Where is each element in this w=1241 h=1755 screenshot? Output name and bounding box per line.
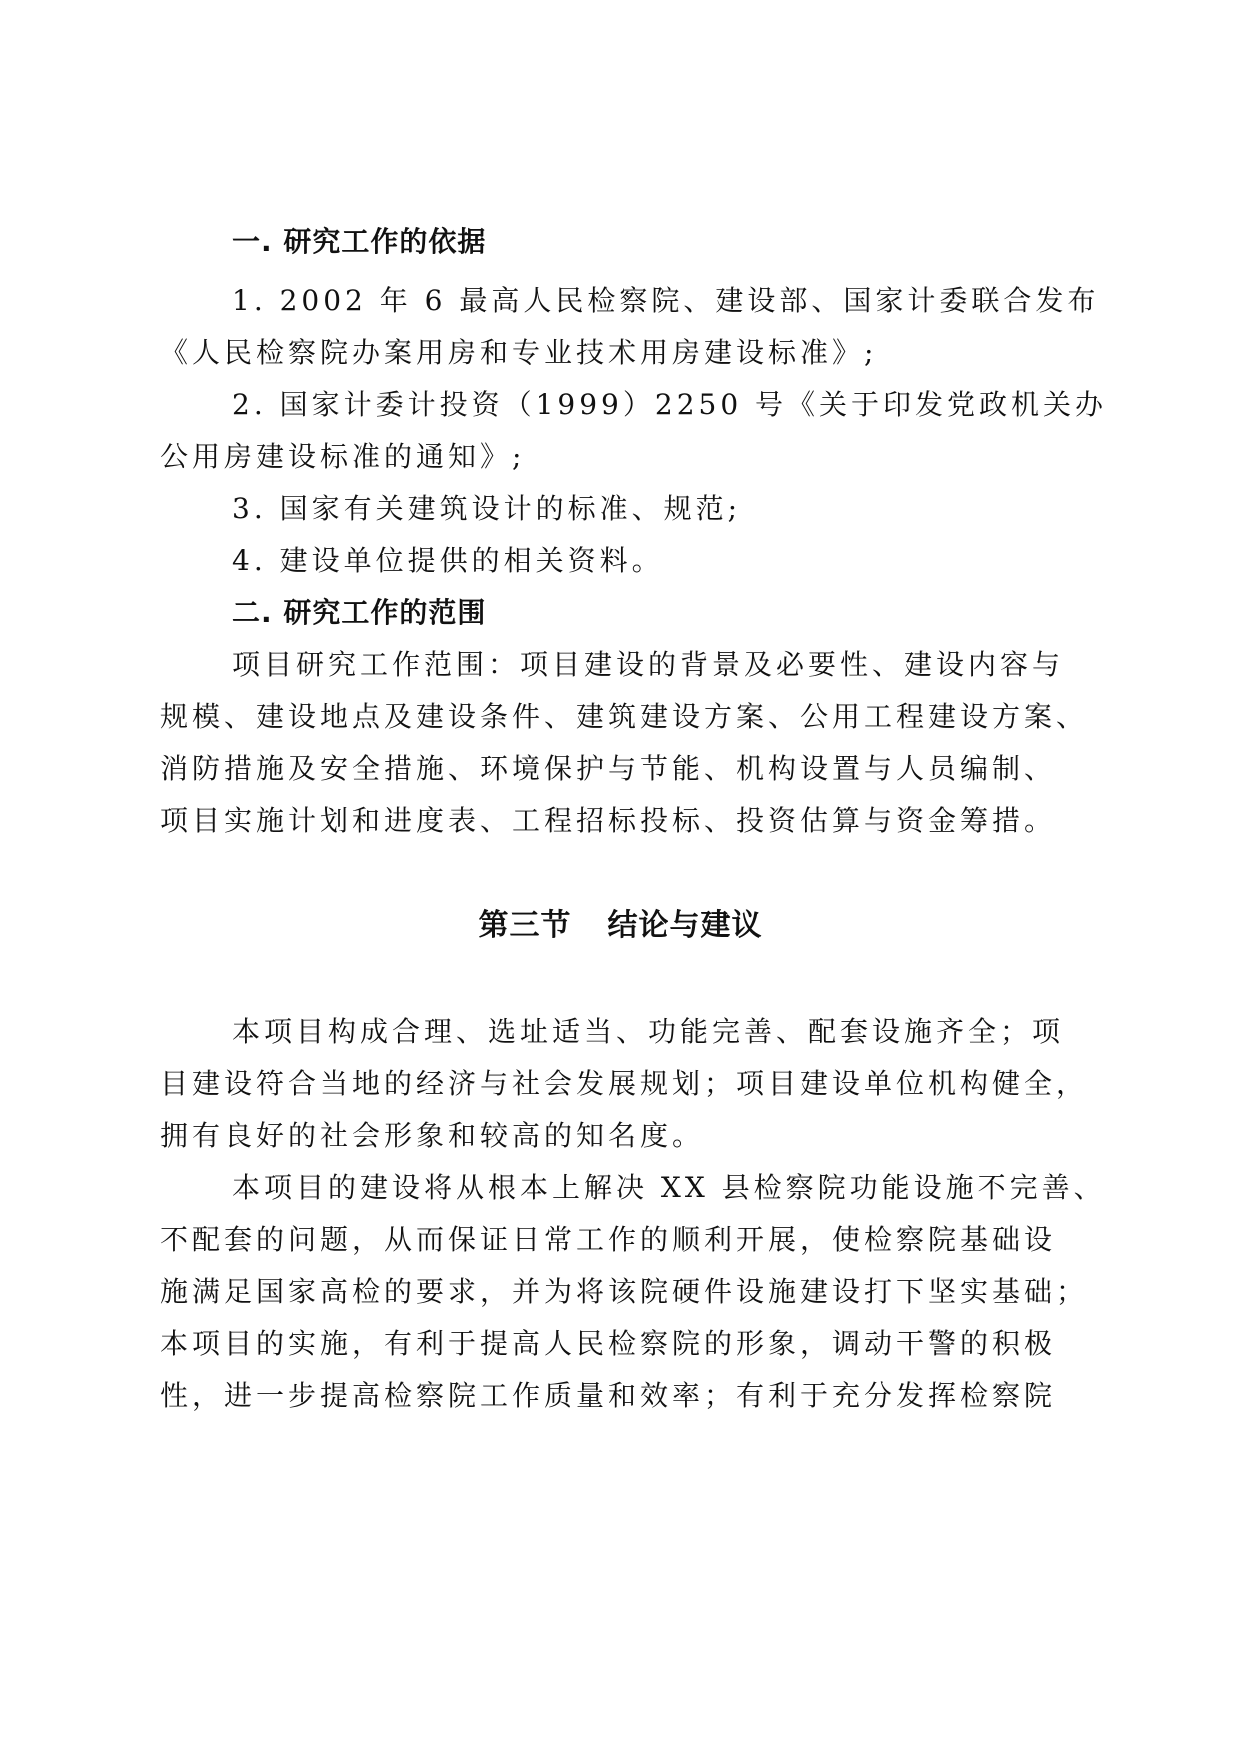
conclusion-para2-line3: 施满足国家高检的要求，并为将该院硬件设施建设打下坚实基础； xyxy=(160,1275,1089,1308)
basis-item-3: 3. 国家有关建筑设计的标准、规范; xyxy=(232,492,742,525)
section3-title-text: 结论与建议 xyxy=(607,908,763,943)
section2-heading: 二. 研究工作的范围 xyxy=(232,596,487,629)
basis-item-2-line1: 2. 国家计委计投资（1999）2250 号《关于印发党政机关办 xyxy=(232,388,1108,421)
basis-item-1-line2: 《人民检察院办案用房和专业技术用房建设标准》; xyxy=(160,336,878,369)
basis-item-2-line2: 公用房建设标准的通知》; xyxy=(160,440,526,473)
basis-item-4: 4. 建设单位提供的相关资料。 xyxy=(232,544,664,577)
conclusion-para2-line2: 不配套的问题，从而保证日常工作的顺利开展，使检察院基础设 xyxy=(160,1223,1057,1256)
conclusion-para1-line3: 拥有良好的社会形象和较高的知名度。 xyxy=(160,1119,705,1152)
conclusion-para1-line2: 目建设符合当地的经济与社会发展规划；项目建设单位机构健全， xyxy=(160,1067,1089,1100)
scope-line-4: 项目实施计划和进度表、工程招标投标、投资估算与资金筹措。 xyxy=(160,804,1057,837)
basis-item-1-line1: 1. 2002 年 6 最高人民检察院、建设部、国家计委联合发布 xyxy=(232,284,1100,317)
scope-line-2: 规模、建设地点及建设条件、建筑建设方案、公用工程建设方案、 xyxy=(160,700,1089,733)
conclusion-para2-line4: 本项目的实施，有利于提高人民检察院的形象，调动干警的积极 xyxy=(160,1327,1057,1360)
scope-line-1: 项目研究工作范围：项目建设的背景及必要性、建设内容与 xyxy=(232,648,1065,681)
section1-heading: 一. 研究工作的依据 xyxy=(232,225,487,258)
scope-line-3: 消防措施及安全措施、环境保护与节能、机构设置与人员编制、 xyxy=(160,752,1057,785)
conclusion-para1-line1: 本项目构成合理、选址适当、功能完善、配套设施齐全；项 xyxy=(232,1015,1065,1048)
conclusion-para2-line5: 性，进一步提高检察院工作质量和效率；有利于充分发挥检察院 xyxy=(160,1379,1057,1412)
section3-title xyxy=(0,906,1241,946)
conclusion-para2-line1: 本项目的建设将从根本上解决 XX 县检察院功能设施不完善、 xyxy=(232,1171,1106,1204)
section3-title-number: 第三节 xyxy=(478,908,572,943)
